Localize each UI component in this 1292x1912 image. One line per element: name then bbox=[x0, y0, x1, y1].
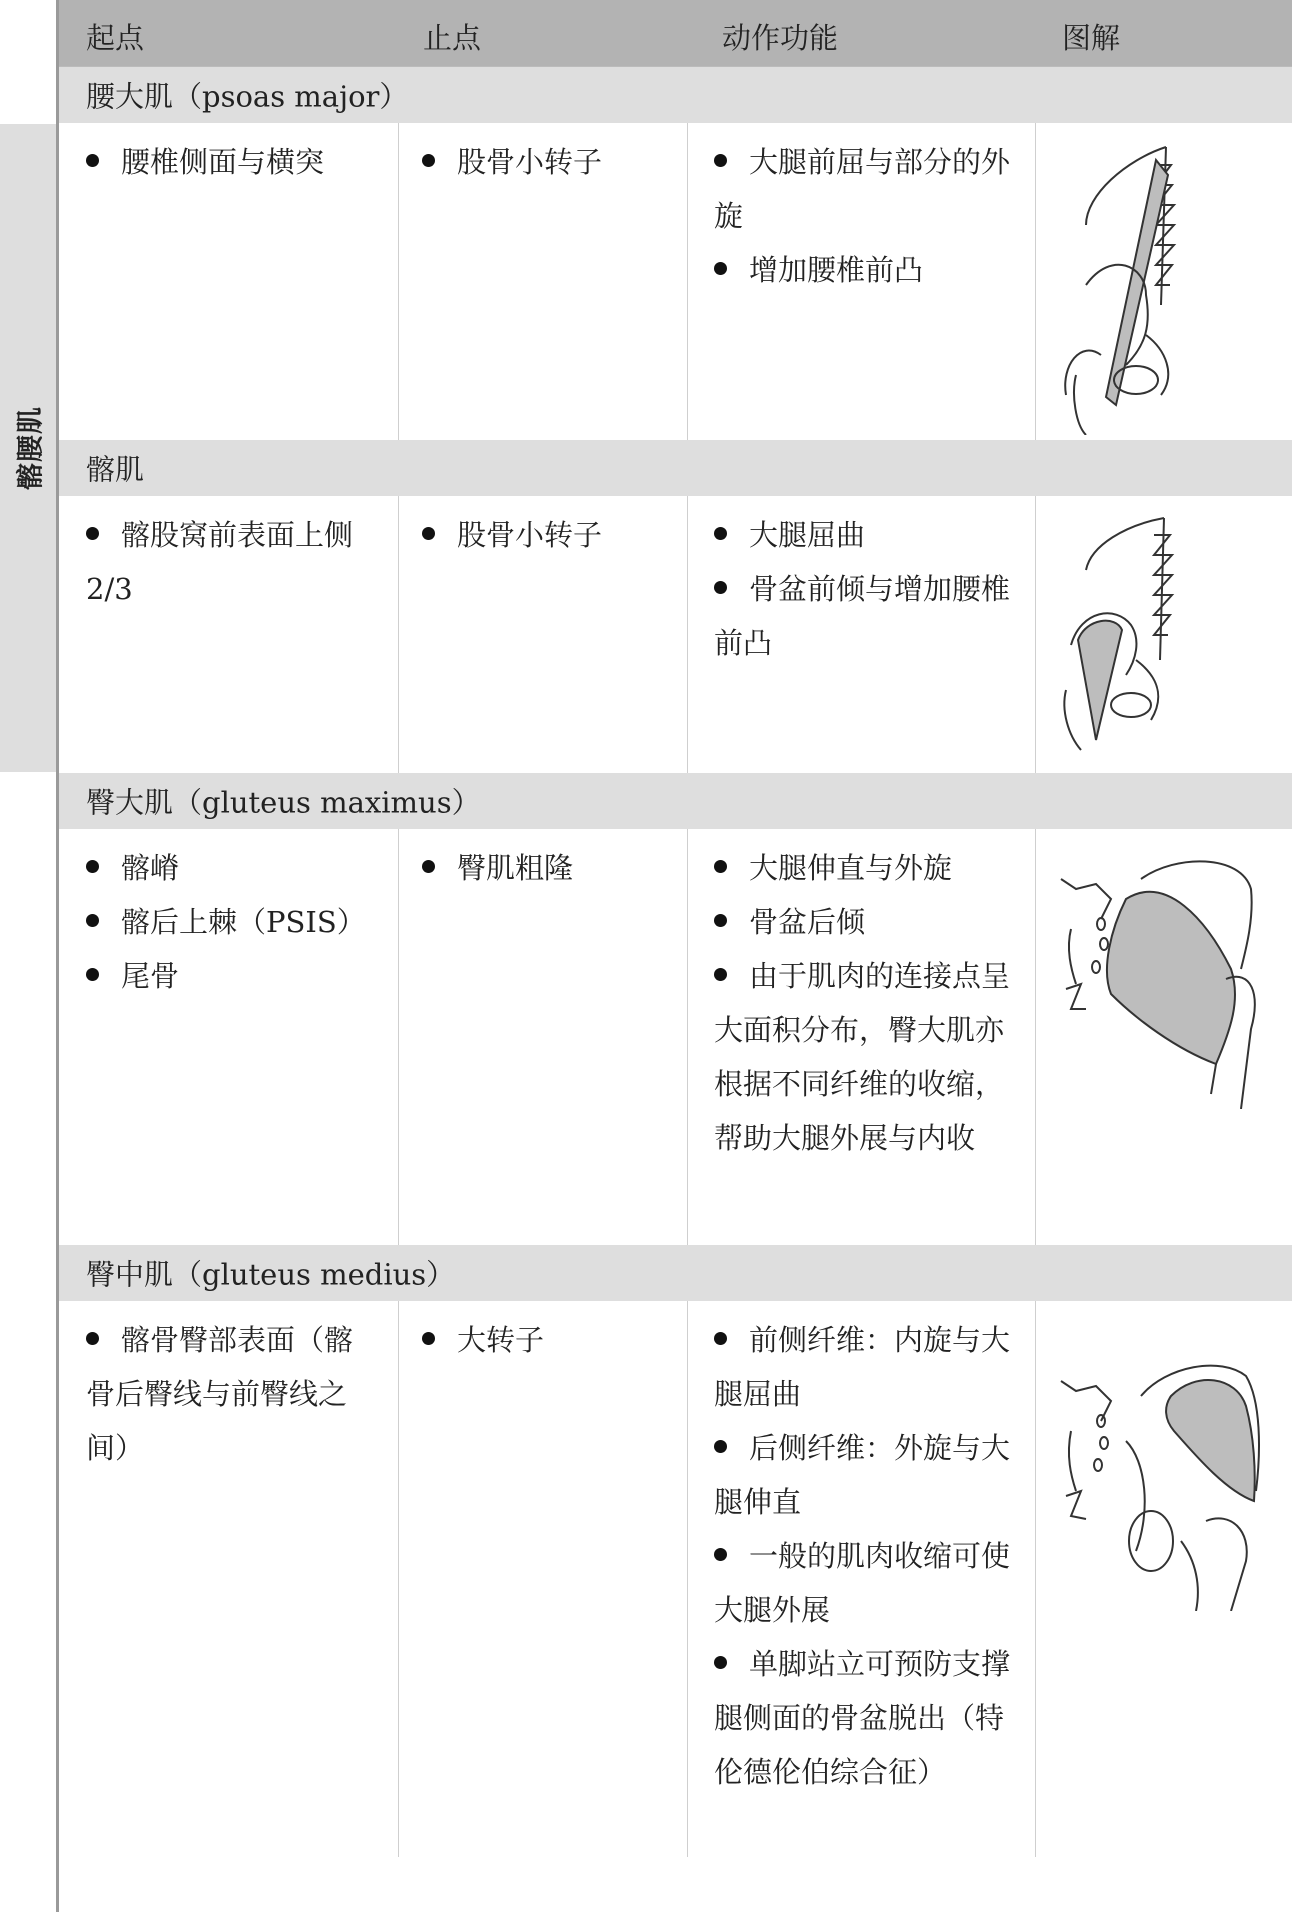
origin-cell bbox=[59, 496, 398, 773]
table-header bbox=[59, 0, 1292, 67]
iliacus-diagram-icon bbox=[1056, 510, 1276, 760]
origin-cell bbox=[59, 123, 398, 440]
gluteus-maximus-diagram-icon bbox=[1056, 859, 1276, 1109]
list-item: 大腿屈曲 bbox=[714, 508, 1022, 562]
insertion-cell bbox=[398, 829, 688, 1245]
list-item: 股骨小转子 bbox=[422, 135, 668, 189]
header-insertion: 止点 bbox=[423, 21, 482, 55]
muscle-name: 髂肌 bbox=[86, 452, 145, 487]
insertion-cell bbox=[398, 496, 688, 773]
muscle-name: 腰大肌（psoas major） bbox=[86, 79, 409, 114]
list-item: 骨盆前倾与增加腰椎前凸 bbox=[714, 562, 1022, 670]
list-item: 臀肌粗隆 bbox=[422, 841, 668, 895]
muscle-row bbox=[59, 496, 1292, 773]
list-item: 由于肌肉的连接点呈大面积分布，臀大肌亦根据不同纤维的收缩，帮助大腿外展与内收 bbox=[714, 949, 1022, 1165]
list-item: 股骨小转子 bbox=[422, 508, 668, 562]
list-item: 髂骨臀部表面（髂骨后臀线与前臀线之间） bbox=[86, 1313, 378, 1475]
muscle-name: 臀大肌（gluteus maximus） bbox=[86, 785, 481, 820]
muscle-row bbox=[59, 829, 1292, 1245]
section-side-label: 髂腰肌 bbox=[15, 406, 47, 490]
list-item: 单脚站立可预防支撑腿侧面的骨盆脱出（特伦德伦伯综合征） bbox=[714, 1637, 1022, 1799]
muscle-name: 臀中肌（gluteus medius） bbox=[86, 1257, 456, 1292]
illustration-cell bbox=[1035, 123, 1292, 440]
list-item: 骨盆后倾 bbox=[714, 895, 1022, 949]
list-item: 髂股窝前表面上侧 2/3 bbox=[86, 508, 378, 616]
psoas-major-diagram-icon bbox=[1056, 135, 1276, 435]
list-item: 大腿伸直与外旋 bbox=[714, 841, 1022, 895]
section-side-tab bbox=[0, 124, 56, 772]
gluteus-medius-diagram-icon bbox=[1056, 1361, 1276, 1611]
origin-cell bbox=[59, 829, 398, 1245]
list-item: 腰椎侧面与横突 bbox=[86, 135, 378, 189]
action-cell bbox=[687, 829, 1036, 1245]
muscle-title-band bbox=[59, 773, 1292, 829]
list-item: 增加腰椎前凸 bbox=[714, 243, 1022, 297]
list-item: 髂嵴 bbox=[86, 841, 378, 895]
list-item: 大转子 bbox=[422, 1313, 668, 1367]
header-illustration: 图解 bbox=[1062, 21, 1121, 55]
header-action: 动作功能 bbox=[722, 21, 839, 55]
muscle-table bbox=[59, 0, 1292, 1857]
action-cell bbox=[687, 123, 1036, 440]
illustration-cell bbox=[1035, 496, 1292, 773]
muscle-row bbox=[59, 123, 1292, 440]
illustration-cell bbox=[1035, 829, 1292, 1245]
muscle-row bbox=[59, 1301, 1292, 1857]
muscle-title-band bbox=[59, 67, 1292, 123]
list-item: 大腿前屈与部分的外旋 bbox=[714, 135, 1022, 243]
action-cell bbox=[687, 1301, 1036, 1857]
list-item: 尾骨 bbox=[86, 949, 378, 1003]
list-item: 前侧纤维：内旋与大腿屈曲 bbox=[714, 1313, 1022, 1421]
illustration-cell bbox=[1035, 1301, 1292, 1857]
muscle-title-band bbox=[59, 440, 1292, 496]
list-item: 后侧纤维：外旋与大腿伸直 bbox=[714, 1421, 1022, 1529]
header-origin: 起点 bbox=[86, 21, 145, 55]
action-cell bbox=[687, 496, 1036, 773]
origin-cell bbox=[59, 1301, 398, 1857]
list-item: 髂后上棘（PSIS） bbox=[86, 895, 378, 949]
list-item: 一般的肌肉收缩可使大腿外展 bbox=[714, 1529, 1022, 1637]
insertion-cell bbox=[398, 123, 688, 440]
insertion-cell bbox=[398, 1301, 688, 1857]
muscle-title-band bbox=[59, 1245, 1292, 1301]
